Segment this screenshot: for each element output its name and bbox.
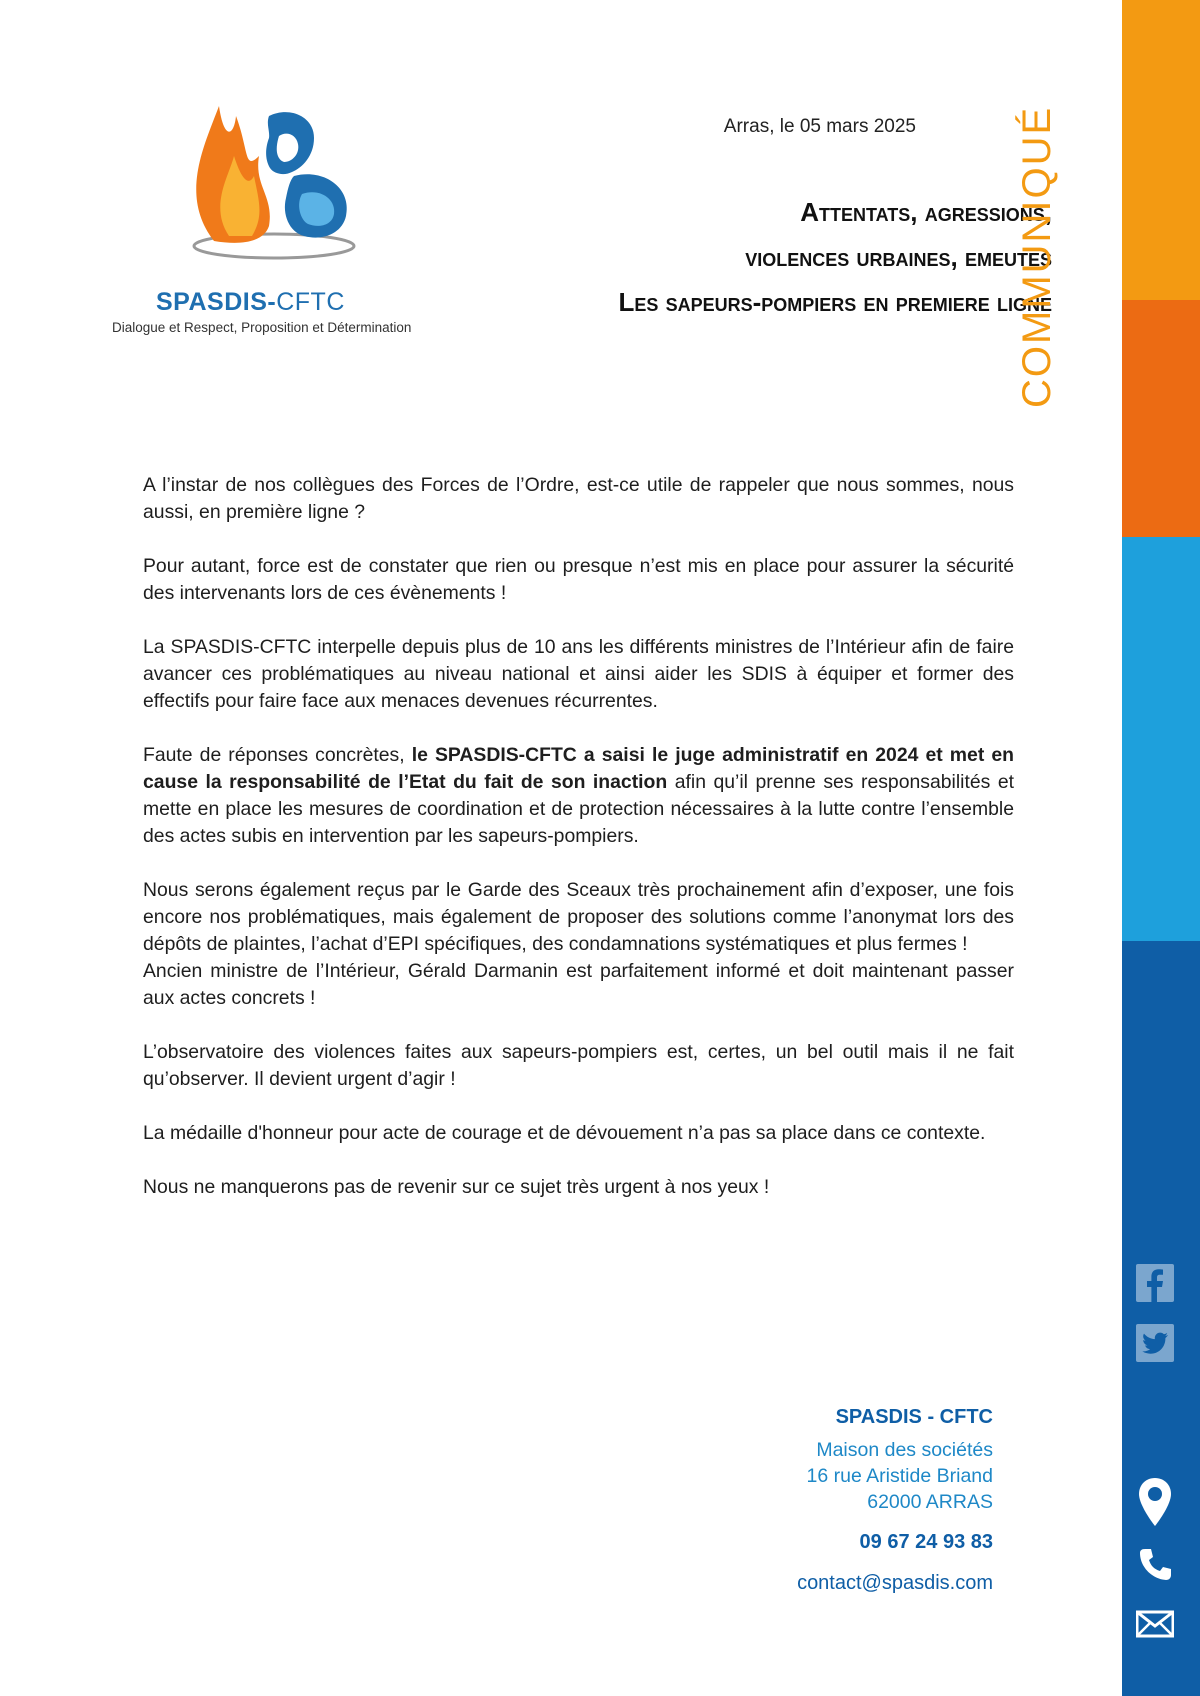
title-line-3: Les sapeurs-pompiers en premiere ligne [618, 287, 1052, 317]
document-body [143, 472, 1014, 1228]
paragraph-7: L’observatoire des violences faites aux sapeurs-pompiers est, certes, un bel outil mais il ne fait qu’observer. Il devient urgent d’agir ! [143, 1041, 1014, 1090]
contact-block [797, 1406, 993, 1595]
flame-firefighter-emblem [174, 76, 374, 276]
document-date: Arras, le 05 mars 2025 [723, 116, 916, 137]
paragraph-4-end: afin qu’il prenne ses responsabilités et mette en place les mesures de coordination et de protection nécessaires à la lutte contre l’ensemble des actes subis en intervention par les sapeurs-pompiers. [143, 771, 1014, 847]
paragraph-4-start: Faute de réponses concrètes, [143, 744, 412, 766]
sidebar-band-orange-dark [1122, 300, 1200, 537]
contact-phone[interactable]: 09 67 24 93 83 [859, 1531, 993, 1553]
title-line-2: violences urbaines, emeutes [745, 242, 1052, 272]
contact-address-line-1: Maison des sociétés [816, 1439, 993, 1461]
contact-address-line-2: 16 rue Aristide Briand [806, 1465, 993, 1487]
communique-banner: COMMUNIQUÉ [1015, 105, 1059, 408]
facebook-icon[interactable] [1136, 1264, 1174, 1302]
paragraph-4-bold: le SPASDIS-CFTC a saisi le juge administratif en 2024 et met en cause la responsabilité de l’Etat du fait de son inaction [143, 744, 1014, 793]
paragraph-3: La SPASDIS-CFTC interpelle depuis plus de 10 ans les différents ministres de l’Intérieur afin de faire avancer ces problématiques au niveau national et ainsi aider les SDIS à équiper et former des effectifs pour faire face aux menaces devenues récurrentes. [143, 636, 1014, 712]
logo [108, 76, 438, 346]
sidebar-band-orange-light [1122, 0, 1200, 300]
sidebar-band-blue-light [1122, 537, 1200, 941]
paragraph-5: Nous serons également reçus par le Garde des Sceaux très prochainement afin d’exposer, une fois encore nos problématiques, mais également de proposer des solutions comme l’anonymat lors des dépôts de plaintes, l’achat d’EPI spécifiques, des condamnations systématiques et plus fermes ! [143, 879, 1014, 955]
logo-tagline: Dialogue et Respect, Proposition et Détermination [112, 320, 412, 335]
paragraph-6: Ancien ministre de l’Intérieur, Gérald Darmanin est parfaitement informé et doit maintenant passer aux actes concrets ! [143, 960, 1014, 1009]
logo-name [156, 288, 345, 317]
location-pin-icon [1136, 1476, 1174, 1528]
paragraph-8: La médaille d'honneur pour acte de courage et de dévouement n’a pas sa place dans ce contexte. [143, 1122, 986, 1144]
twitter-icon[interactable] [1136, 1324, 1174, 1362]
contact-address-line-3: 62000 ARRAS [867, 1491, 993, 1513]
paragraph-4 [143, 742, 1014, 850]
logo-name-cftc: CFTC [276, 288, 345, 316]
paragraph-9: Nous ne manquerons pas de revenir sur ce sujet très urgent à nos yeux ! [143, 1176, 770, 1198]
email-icon [1136, 1604, 1174, 1642]
paragraph-1: A l’instar de nos collègues des Forces de l’Ordre, est-ce utile de rappeler que nous sommes, nous aussi, en première ligne ? [143, 474, 1014, 523]
paragraph-2: Pour autant, force est de constater que rien ou presque n’est mis en place pour assurer la sécurité des intervenants lors de ces évènements ! [143, 555, 1014, 604]
title-line-1: Attentats, agressions, [800, 197, 1052, 227]
contact-email-link[interactable]: contact@spasdis.com [797, 1572, 993, 1594]
phone-icon [1136, 1545, 1174, 1583]
contact-organization: SPASDIS - CFTC [835, 1406, 993, 1428]
logo-name-spasdis: SPASDIS- [156, 288, 277, 316]
document-title [618, 190, 1052, 325]
